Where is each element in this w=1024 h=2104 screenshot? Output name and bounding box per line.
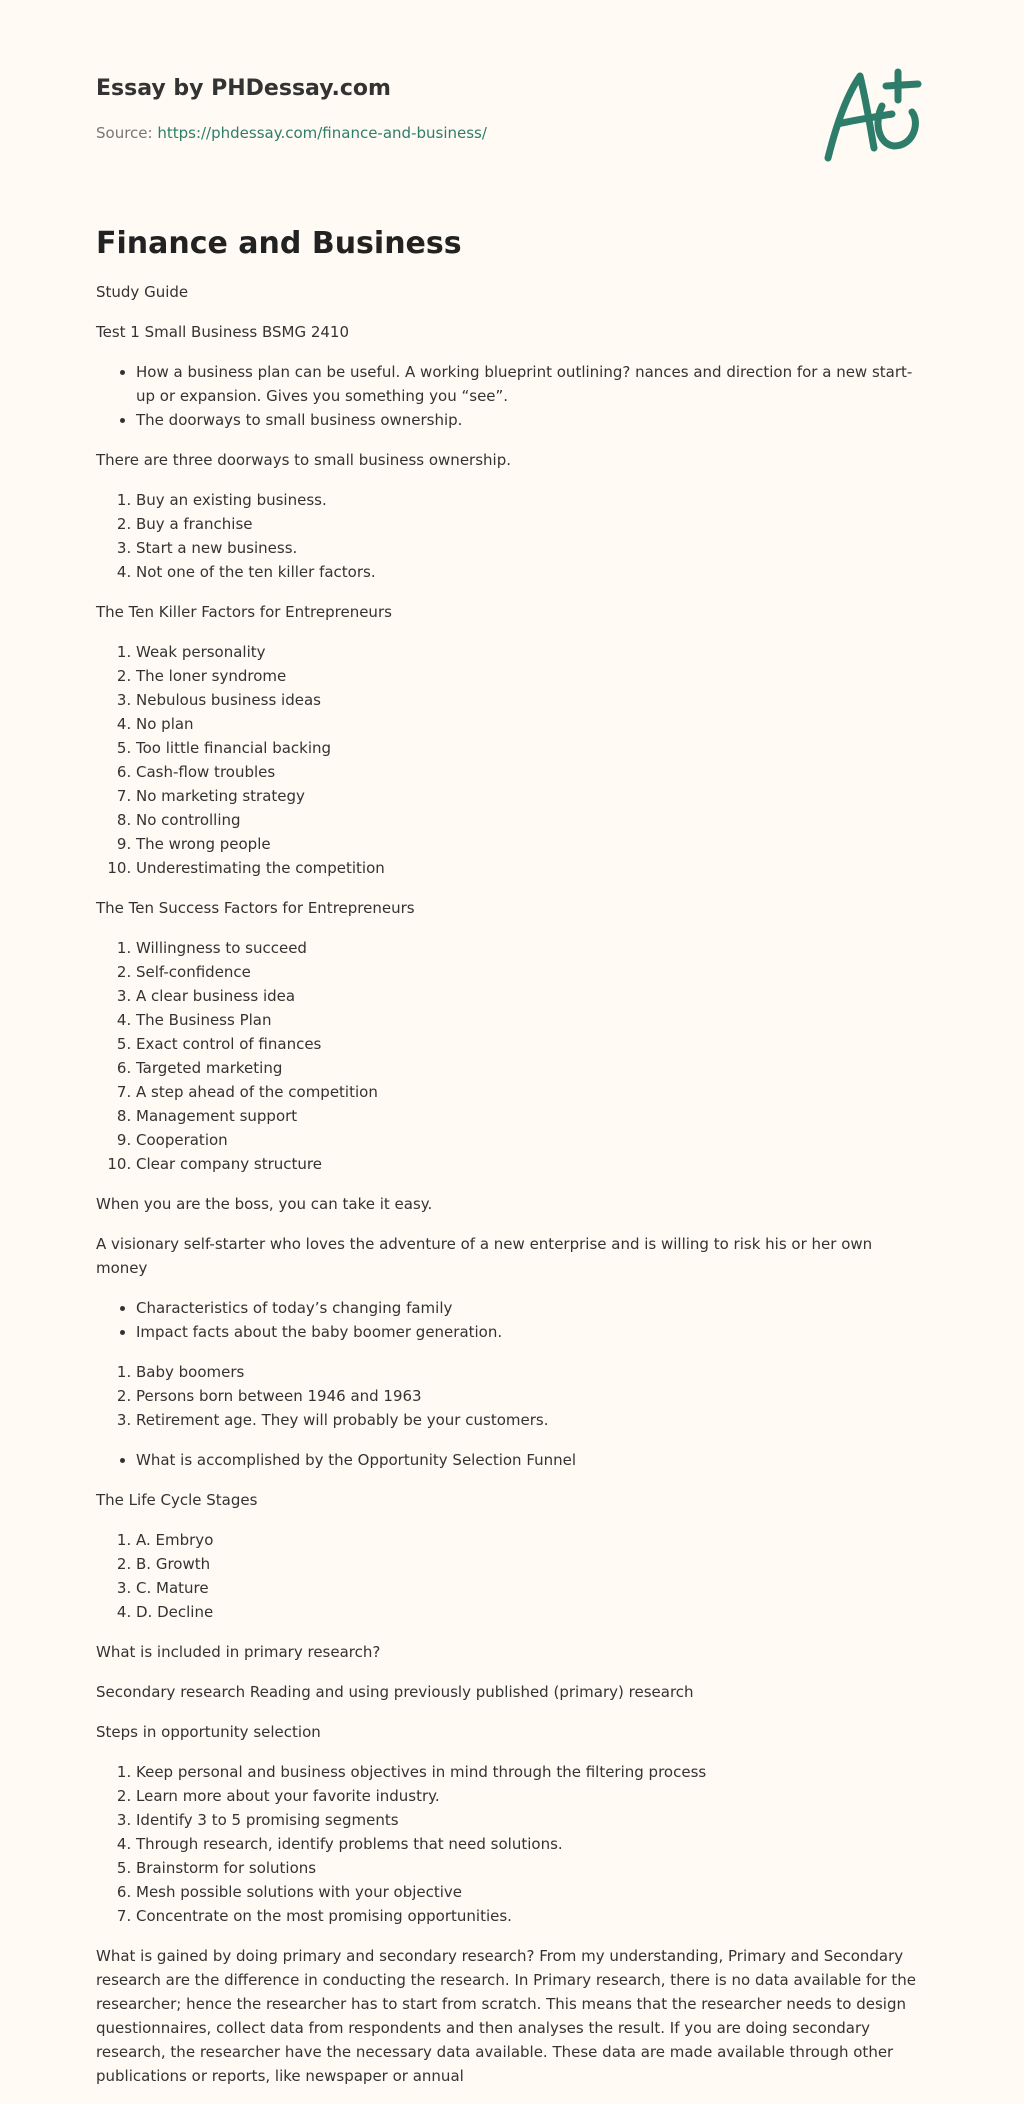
list-item: • Impact facts about the baby boomer generation. — [136, 1320, 926, 1344]
numbered-list — [96, 488, 926, 584]
page-title: Finance and Business — [96, 226, 462, 261]
list-item: 3. Identify 3 to 5 promising segments — [136, 1808, 926, 1832]
list-item: 8. No controlling — [136, 808, 926, 832]
paragraph: There are three doorways to small business ownership. — [96, 451, 511, 469]
paragraph: Study Guide — [96, 283, 189, 301]
header — [96, 76, 926, 142]
list-item: 1. Buy an existing business. — [136, 488, 926, 512]
list-item: 3. A clear business idea — [136, 984, 926, 1008]
list-item: 4. D. Decline — [136, 1600, 926, 1624]
list-item: 1. Willingness to succeed — [136, 936, 926, 960]
numbered-list — [96, 1760, 926, 1928]
paragraph: When you are the boss, you can take it easy. — [96, 1195, 433, 1213]
bullet-list — [96, 360, 926, 432]
list-item: 8. Management support — [136, 1104, 926, 1128]
list-item: 2. B. Growth — [136, 1552, 926, 1576]
paragraph: The Ten Success Factors for Entrepreneurs — [96, 899, 415, 917]
list-item: 1. Baby boomers — [136, 1360, 926, 1384]
list-item: 7. A step ahead of the competition — [136, 1080, 926, 1104]
list-item: 7. Concentrate on the most promising opportunities. — [136, 1904, 926, 1928]
list-item: 3. Nebulous business ideas — [136, 688, 926, 712]
list-item: 7. No marketing strategy — [136, 784, 926, 808]
essay-content — [96, 224, 926, 2104]
bullet-list — [96, 1296, 926, 1344]
numbered-list — [96, 936, 926, 1176]
list-item: 1. Keep personal and business objectives in mind through the filtering process — [136, 1760, 926, 1784]
list-item: 5. Brainstorm for solutions — [136, 1856, 926, 1880]
numbered-list — [96, 640, 926, 880]
list-item: 2. Buy a franchise — [136, 512, 926, 536]
source-link[interactable]: https://phdessay.com/finance-and-business/ — [157, 124, 487, 142]
list-item: 4. No plan — [136, 712, 926, 736]
list-item: 1. Weak personality — [136, 640, 926, 664]
list-item: 3. C. Mature — [136, 1576, 926, 1600]
list-item: 3. Retirement age. They will probably be your customers. — [136, 1408, 926, 1432]
paragraph: What is gained by doing primary and secondary research? From my understanding, Primary and Secondary research are the difference in conducting the research. In Primary research, there is no data available for the researcher; hence the researcher has to start from scratch. This means that the researcher needs to design questionnaires, collect data from respondents and then analyses the result. If you are doing secondary research, the researcher have the necessary data available. These data are made available through other publications or reports, like newspaper or annual — [96, 1947, 916, 2085]
bullet-list — [96, 1448, 926, 1472]
paragraph: Secondary research Reading and using previously published (primary) research — [96, 1683, 694, 1701]
paragraph: Steps in opportunity selection — [96, 1723, 321, 1741]
list-item: 10. Clear company structure — [136, 1152, 926, 1176]
paragraph: Test 1 Small Business BSMG 2410 — [96, 323, 350, 341]
list-item: 10. Underestimating the competition — [136, 856, 926, 880]
list-item: 3. Start a new business. — [136, 536, 926, 560]
list-item: 4. Not one of the ten killer factors. — [136, 560, 926, 584]
list-item: 6. Targeted marketing — [136, 1056, 926, 1080]
paragraph: What is included in primary research? — [96, 1643, 381, 1661]
list-item: • The doorways to small business ownership. — [136, 408, 926, 432]
numbered-list — [96, 1528, 926, 1624]
list-item: 2. The loner syndrome — [136, 664, 926, 688]
a-plus-logo-icon — [822, 66, 934, 166]
list-item: 9. The wrong people — [136, 832, 926, 856]
list-item: 1. A. Embryo — [136, 1528, 926, 1552]
list-item: 5. Exact control of finances — [136, 1032, 926, 1056]
source-line — [96, 124, 487, 142]
list-item: 4. Through research, identify problems that need solutions. — [136, 1832, 926, 1856]
list-item: 2. Learn more about your favorite industry. — [136, 1784, 926, 1808]
list-item: 2. Persons born between 1946 and 1963 — [136, 1384, 926, 1408]
paragraph: The Life Cycle Stages — [96, 1491, 258, 1509]
list-item: • How a business plan can be useful. A working blueprint outlining? nances and direction for a new start-up or expansion. Gives you something you “see”. — [136, 360, 926, 408]
paragraph: The Ten Killer Factors for Entrepreneurs — [96, 603, 392, 621]
paragraph: A visionary self-starter who loves the adventure of a new enterprise and is willing to risk his or her own money — [96, 1235, 873, 1277]
list-item: 4. The Business Plan — [136, 1008, 926, 1032]
list-item: 5. Too little financial backing — [136, 736, 926, 760]
source-label: Source: — [96, 124, 158, 142]
list-item: • Characteristics of today’s changing family — [136, 1296, 926, 1320]
brand-title: Essay by PHDessay.com — [96, 76, 391, 101]
numbered-list — [96, 1360, 926, 1432]
list-item: 9. Cooperation — [136, 1128, 926, 1152]
list-item: • What is accomplished by the Opportunity Selection Funnel — [136, 1448, 926, 1472]
list-item: 2. Self-confidence — [136, 960, 926, 984]
list-item: 6. Cash-flow troubles — [136, 760, 926, 784]
list-item: 6. Mesh possible solutions with your objective — [136, 1880, 926, 1904]
